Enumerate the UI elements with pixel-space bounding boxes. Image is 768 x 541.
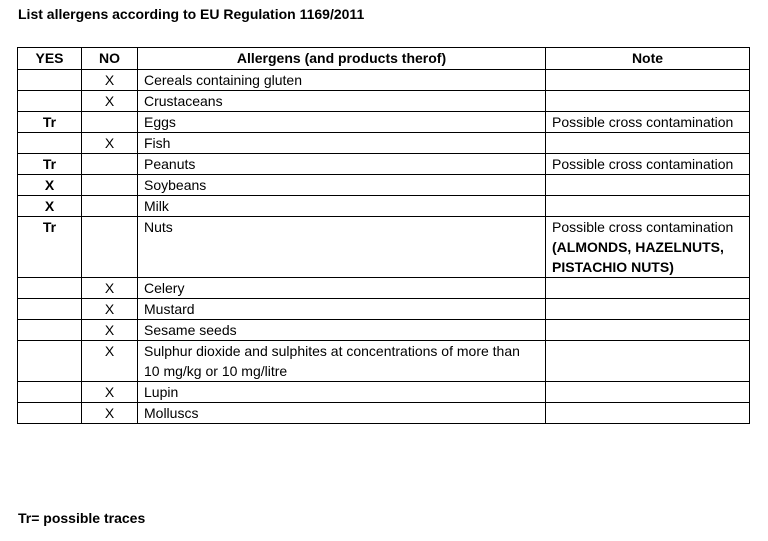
no-cell: X bbox=[82, 91, 138, 112]
footnote-legend: Tr= possible traces bbox=[18, 510, 146, 526]
table-row bbox=[18, 320, 750, 341]
no-cell: X bbox=[82, 70, 138, 91]
note-cell bbox=[546, 217, 750, 278]
note-cell: Possible cross contamination bbox=[546, 154, 750, 175]
table-row bbox=[18, 341, 750, 382]
header-note: Note bbox=[546, 48, 750, 70]
allergen-cell: Fish bbox=[138, 133, 546, 154]
note-cell bbox=[546, 133, 750, 154]
no-cell: X bbox=[82, 320, 138, 341]
note-cell bbox=[546, 70, 750, 91]
allergens-table bbox=[17, 47, 750, 424]
yes-cell bbox=[18, 320, 82, 341]
yes-cell bbox=[18, 299, 82, 320]
note-cell bbox=[546, 382, 750, 403]
no-cell bbox=[82, 112, 138, 133]
table-row bbox=[18, 154, 750, 175]
allergen-cell: Eggs bbox=[138, 112, 546, 133]
yes-cell bbox=[18, 91, 82, 112]
table-row bbox=[18, 278, 750, 299]
allergen-cell: Lupin bbox=[138, 382, 546, 403]
note-cell: Possible cross contamination bbox=[546, 112, 750, 133]
allergen-cell: Sulphur dioxide and sulphites at concentrations of more than 10 mg/kg or 10 mg/litre bbox=[138, 341, 546, 382]
note-text: Possible cross contamination bbox=[552, 219, 734, 235]
yes-cell bbox=[18, 70, 82, 91]
table-row bbox=[18, 382, 750, 403]
table-row bbox=[18, 91, 750, 112]
yes-cell: Tr bbox=[18, 154, 82, 175]
no-cell bbox=[82, 154, 138, 175]
allergen-cell: Crustaceans bbox=[138, 91, 546, 112]
header-allergen: Allergens (and products therof) bbox=[138, 48, 546, 70]
note-nut-types: (ALMONDS, HAZELNUTS, PISTACHIO NUTS) bbox=[552, 239, 724, 275]
table-row bbox=[18, 133, 750, 154]
note-cell bbox=[546, 299, 750, 320]
allergen-cell: Cereals containing gluten bbox=[138, 70, 546, 91]
no-cell: X bbox=[82, 403, 138, 424]
table-row bbox=[18, 196, 750, 217]
note-cell bbox=[546, 341, 750, 382]
allergen-cell: Milk bbox=[138, 196, 546, 217]
allergen-cell: Celery bbox=[138, 278, 546, 299]
note-cell bbox=[546, 403, 750, 424]
document-title: List allergens according to EU Regulation 1169/2011 bbox=[18, 6, 365, 22]
note-cell bbox=[546, 175, 750, 196]
no-cell: X bbox=[82, 382, 138, 403]
allergen-cell: Nuts bbox=[138, 217, 546, 278]
table-row bbox=[18, 217, 750, 278]
yes-cell bbox=[18, 403, 82, 424]
yes-cell bbox=[18, 341, 82, 382]
table-header-row bbox=[18, 48, 750, 70]
no-cell: X bbox=[82, 299, 138, 320]
allergen-cell: Molluscs bbox=[138, 403, 546, 424]
yes-cell bbox=[18, 278, 82, 299]
header-yes: YES bbox=[18, 48, 82, 70]
table-row bbox=[18, 112, 750, 133]
table-row bbox=[18, 403, 750, 424]
allergen-cell: Soybeans bbox=[138, 175, 546, 196]
no-cell bbox=[82, 196, 138, 217]
yes-cell: X bbox=[18, 175, 82, 196]
note-cell bbox=[546, 196, 750, 217]
header-no: NO bbox=[82, 48, 138, 70]
yes-cell: X bbox=[18, 196, 82, 217]
note-cell bbox=[546, 278, 750, 299]
no-cell: X bbox=[82, 341, 138, 382]
no-cell: X bbox=[82, 133, 138, 154]
no-cell bbox=[82, 217, 138, 278]
note-cell bbox=[546, 320, 750, 341]
table-row bbox=[18, 175, 750, 196]
table-row bbox=[18, 299, 750, 320]
allergen-cell: Peanuts bbox=[138, 154, 546, 175]
table-row bbox=[18, 70, 750, 91]
yes-cell bbox=[18, 382, 82, 403]
yes-cell bbox=[18, 133, 82, 154]
yes-cell: Tr bbox=[18, 217, 82, 278]
no-cell: X bbox=[82, 278, 138, 299]
allergen-cell: Mustard bbox=[138, 299, 546, 320]
note-cell bbox=[546, 91, 750, 112]
allergen-cell: Sesame seeds bbox=[138, 320, 546, 341]
no-cell bbox=[82, 175, 138, 196]
yes-cell: Tr bbox=[18, 112, 82, 133]
